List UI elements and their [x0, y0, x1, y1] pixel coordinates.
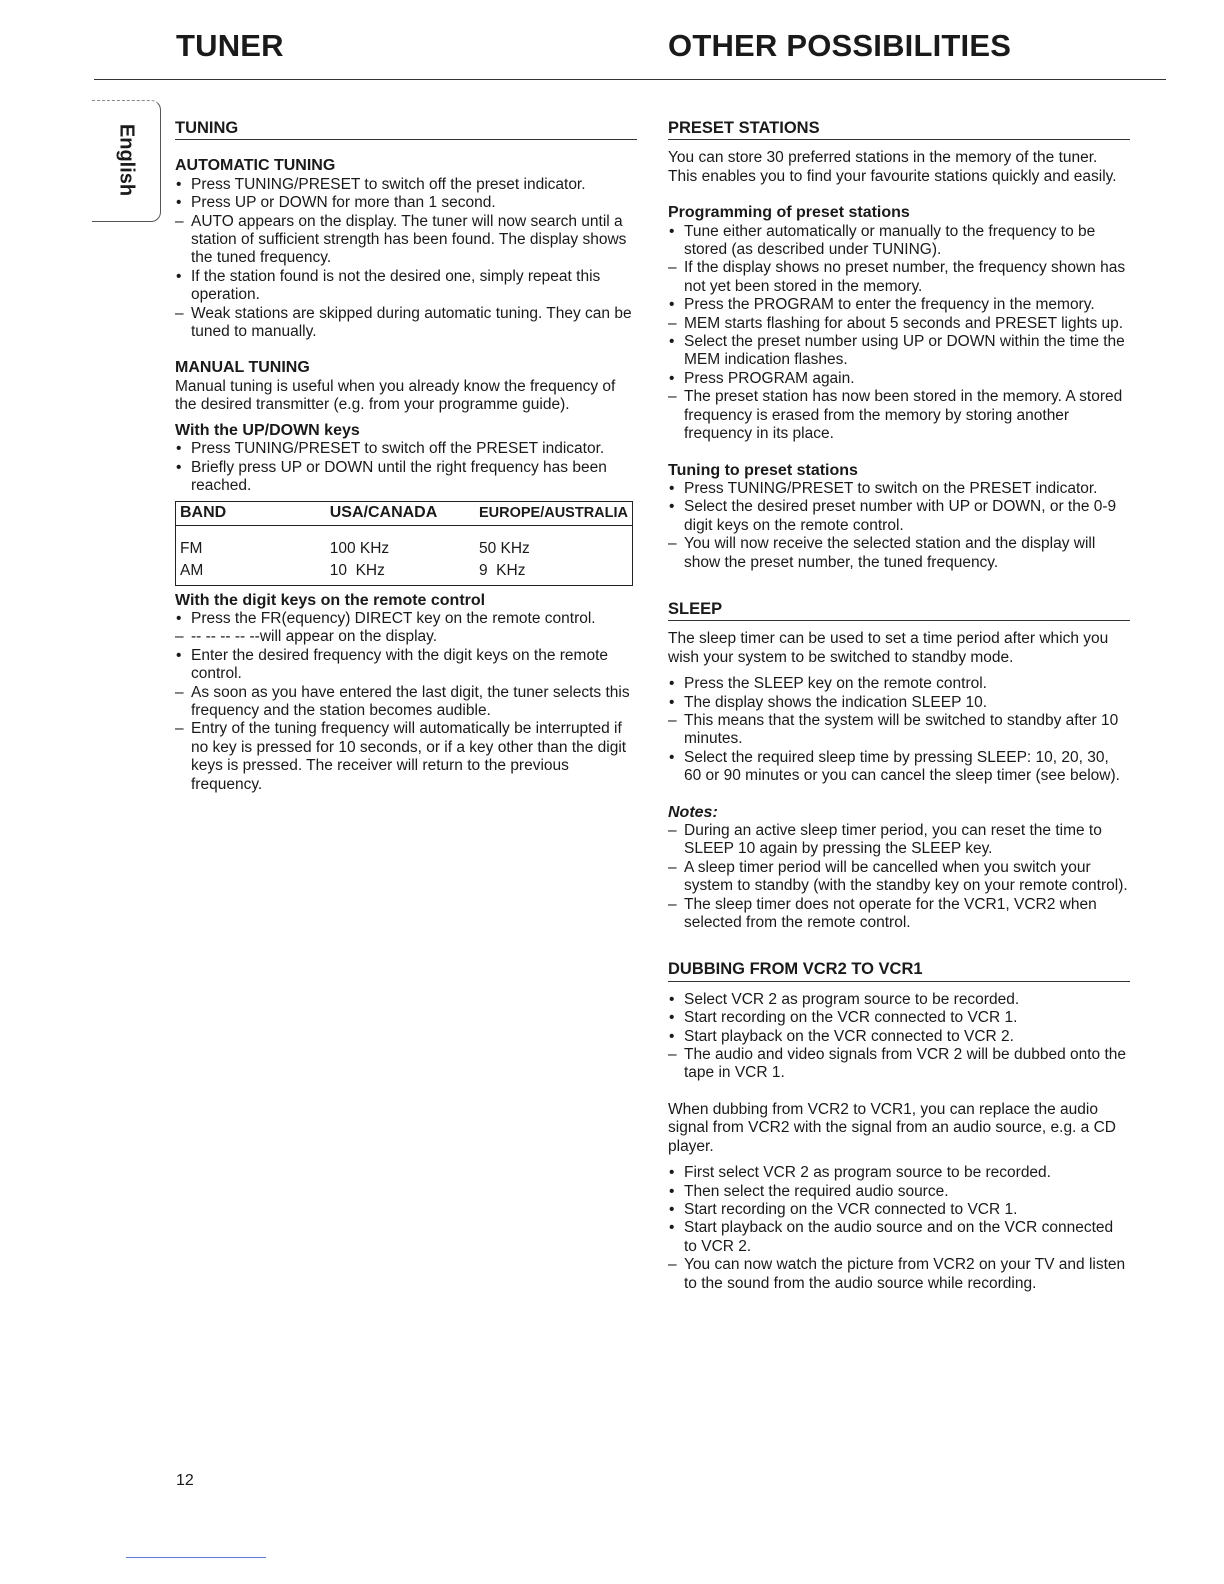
section-title-tuning: TUNING: [175, 119, 637, 140]
list-item: • Press TUNING/PRESET to switch off the preset indicator.: [175, 176, 637, 194]
table-header-band: BAND: [176, 502, 326, 525]
list-item: • Press UP or DOWN for more than 1 second.: [175, 194, 637, 212]
table-header-usa: USA/CANADA: [326, 502, 475, 525]
list-item: • Start recording on the VCR connected to VCR 1.: [668, 1201, 1130, 1219]
list-item: • Press the PROGRAM to enter the frequency in the memory.: [668, 296, 1130, 314]
list-item: • Start playback on the audio source and on the VCR connected to VCR 2.: [668, 1219, 1130, 1256]
list-item: • Start recording on the VCR connected to VCR 1.: [668, 1009, 1130, 1027]
list-item: – During an active sleep timer period, you can reset the time to SLEEP 10 again by pressing the SLEEP key.: [668, 822, 1130, 859]
list-item: • Select VCR 2 as program source to be recorded.: [668, 991, 1130, 1009]
table-cell: 50 KHz: [478, 539, 530, 557]
right-column: [668, 119, 1130, 1293]
table-row: [176, 525, 633, 558]
subsection-title-manual: MANUAL TUNING: [175, 359, 310, 377]
dubbing-audio-list: [668, 1164, 1130, 1293]
dubbing-list: [668, 991, 1130, 1083]
table-cell: AM: [180, 562, 204, 580]
list-item: – -- -- -- -- --will appear on the display.: [175, 628, 637, 646]
list-item: • First select VCR 2 as program source to be recorded.: [668, 1164, 1130, 1182]
list-item: – The sleep timer does not operate for the VCR1, VCR2 when selected from the remote control.: [668, 896, 1130, 933]
list-item: • Press TUNING/PRESET to switch on the PRESET indicator.: [668, 480, 1130, 498]
list-item: • Tune either automatically or manually to the frequency to be stored (as described under TUNING).: [668, 223, 1130, 260]
programming-list: [668, 223, 1130, 444]
table-cell: 9 KHz: [478, 562, 526, 580]
section-title-sleep: SLEEP: [668, 600, 1130, 621]
table-header-europe: EUROPE/AUSTRALIA: [475, 502, 633, 525]
notes-title: Notes:: [668, 803, 718, 821]
subsection-title-tuning-preset: Tuning to preset stations: [668, 461, 858, 479]
sleep-list: [668, 675, 1130, 785]
table-cell: 10 KHz: [329, 562, 385, 580]
left-column: [175, 119, 637, 794]
list-item: • If the station found is not the desired one, simply repeat this operation.: [175, 268, 637, 305]
list-item: • Select the required sleep time by pressing SLEEP: 10, 20, 30, 60 or 90 minutes or you can cancel the sleep timer (see below).: [668, 749, 1130, 786]
list-item: • Then select the required audio source.: [668, 1183, 1130, 1201]
dubbing-paragraph: When dubbing from VCR2 to VCR1, you can replace the audio signal from VCR2 with the signal from an audio source, e.g. a CD player.: [668, 1100, 1116, 1155]
section-title-preset: PRESET STATIONS: [668, 119, 1130, 140]
list-item: – MEM starts flashing for about 5 seconds and PRESET lights up.: [668, 315, 1130, 333]
auto-list: [175, 176, 637, 342]
subsection-title-programming: Programming of preset stations: [668, 204, 910, 222]
list-item: – AUTO appears on the display. The tuner will now search until a station of sufficient strength has been found. The display shows the tuned frequency.: [175, 213, 637, 268]
sleep-intro: The sleep timer can be used to set a time period after which you wish your system to be switched to standby mode.: [668, 630, 1109, 666]
notes-list: [668, 822, 1130, 932]
list-item: • Press the SLEEP key on the remote control.: [668, 675, 1130, 693]
header-rule: [94, 79, 1166, 80]
list-item: – If the display shows no preset number, the frequency shown has not yet been stored in the memory.: [668, 259, 1130, 296]
page-number: 12: [176, 1472, 194, 1489]
list-item: • Start playback on the VCR connected to VCR 2.: [668, 1028, 1130, 1046]
list-item: • Enter the desired frequency with the digit keys on the remote control.: [175, 647, 637, 684]
list-item: – Weak stations are skipped during automatic tuning. They can be tuned to manually.: [175, 305, 637, 342]
language-tab-label: English: [115, 123, 138, 197]
manual-intro: Manual tuning is useful when you already know the frequency of the desired transmitter (e.g. from your programme guide).: [175, 377, 616, 414]
list-item: • Select the preset number using UP or DOWN within the time the MEM indication flashes.: [668, 333, 1130, 370]
subsection-title-automatic: AUTOMATIC TUNING: [175, 157, 336, 175]
footer-rule: [126, 1557, 266, 1558]
list-item: – A sleep timer period will be cancelled when you switch your system to standby (with the standby key on your remote control).: [668, 859, 1130, 896]
list-item: – The audio and video signals from VCR 2 will be dubbed onto the tape in VCR 1.: [668, 1046, 1130, 1083]
tuning-preset-list: [668, 480, 1130, 572]
list-item: – The preset station has now been stored in the memory. A stored frequency is erased from the memory by storing another frequency in its place.: [668, 388, 1130, 443]
subsection-title-digit: With the digit keys on the remote control: [175, 591, 486, 609]
table-row: [176, 558, 633, 585]
header-right-title: OTHER POSSIBILITIES: [668, 28, 1012, 63]
preset-intro: You can store 30 preferred stations in the memory of the tuner. This enables you to find your favourite stations quickly and easily.: [668, 149, 1117, 185]
step-table: [175, 501, 633, 585]
list-item: – This means that the system will be switched to standby after 10 minutes.: [668, 712, 1130, 749]
table-cell: 100 KHz: [329, 539, 390, 557]
list-item: • The display shows the indication SLEEP 10.: [668, 694, 1130, 712]
list-item: – You will now receive the selected station and the display will show the preset number, the tuned frequency.: [668, 535, 1130, 572]
list-item: • Press TUNING/PRESET to switch off the PRESET indicator.: [175, 440, 637, 458]
section-title-dubbing: DUBBING FROM VCR2 TO VCR1: [668, 960, 1130, 981]
list-item: • Press PROGRAM again.: [668, 370, 1130, 388]
header-left-title: TUNER: [176, 28, 284, 63]
digit-list: [175, 610, 637, 794]
list-item: – Entry of the tuning frequency will automatically be interrupted if no key is pressed for 10 seconds, or if a key other than the digit keys is pressed. The receiver will return to the previous frequency.: [175, 720, 637, 794]
updown-list: [175, 440, 637, 495]
subsection-title-updown: With the UP/DOWN keys: [175, 421, 360, 439]
list-item: • Select the desired preset number with UP or DOWN, or the 0-9 digit keys on the remote control.: [668, 498, 1130, 535]
table-cell: FM: [180, 539, 203, 557]
list-item: – You can now watch the picture from VCR2 on your TV and listen to the sound from the audio source while recording.: [668, 1256, 1130, 1293]
list-item: • Press the FR(equency) DIRECT key on the remote control.: [175, 610, 637, 628]
list-item: • Briefly press UP or DOWN until the right frequency has been reached.: [175, 459, 637, 496]
list-item: – As soon as you have entered the last digit, the tuner selects this frequency and the station becomes audible.: [175, 684, 637, 721]
